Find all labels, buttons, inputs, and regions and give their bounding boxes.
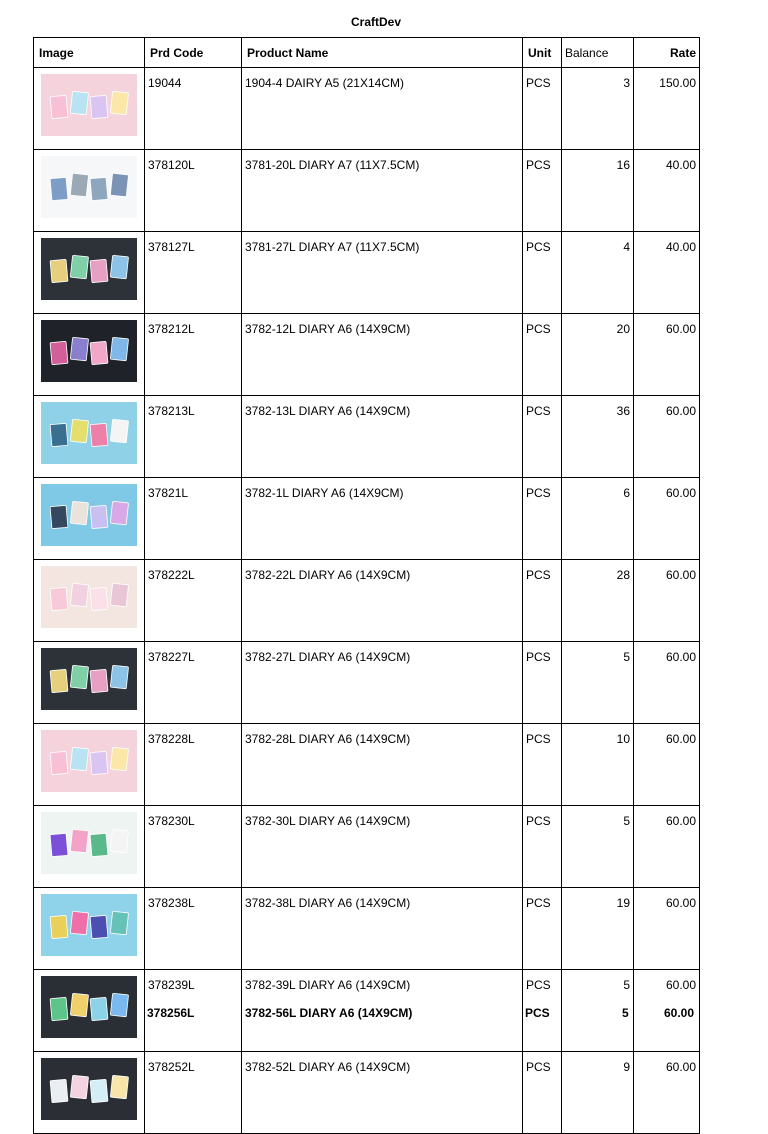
prd-code: 378227L — [145, 642, 242, 724]
diary-book — [70, 665, 88, 689]
table-row — [34, 478, 700, 560]
product-image-cell — [34, 560, 145, 642]
diary-book — [110, 419, 128, 443]
prd-code: 378212L — [145, 314, 242, 396]
unit: PCS — [523, 232, 562, 314]
printed-diary-set-image — [41, 1058, 137, 1120]
diary-book — [70, 255, 88, 279]
product-name: 3782-38L DIARY A6 (14X9CM) — [242, 888, 523, 970]
diary-book — [50, 587, 68, 610]
unit: PCS — [523, 888, 562, 970]
patterned-diary-set-image — [41, 894, 137, 956]
diary-book — [90, 95, 108, 118]
balance: 5 — [562, 970, 634, 1052]
product-image-cell — [34, 478, 145, 560]
diary-book — [110, 173, 128, 197]
table-row — [34, 68, 700, 150]
plaid-diary-set-image — [41, 648, 137, 710]
diary-book — [110, 911, 128, 935]
diary-book — [90, 423, 108, 446]
balance: 3 — [562, 68, 634, 150]
product-image-cell — [34, 806, 145, 888]
balance: 4 — [562, 232, 634, 314]
diary-book — [50, 833, 68, 856]
balance: 36 — [562, 396, 634, 478]
product-name: 3782-22L DIARY A6 (14X9CM) — [242, 560, 523, 642]
header-balance: Balance — [562, 38, 634, 68]
table-row — [34, 1052, 700, 1134]
unit: PCS — [523, 806, 562, 888]
header-prd-code: Prd Code — [145, 38, 242, 68]
prd-code: 378238L — [145, 888, 242, 970]
diary-book — [110, 1075, 128, 1099]
diary-book — [90, 259, 108, 282]
diary-book — [90, 587, 108, 610]
diary-book — [70, 829, 88, 853]
diary-book — [110, 501, 128, 525]
diary-book — [90, 669, 108, 692]
diary-book — [110, 747, 128, 771]
unit: PCS — [523, 396, 562, 478]
rate: 40.00 — [634, 232, 700, 314]
balance: 10 — [562, 724, 634, 806]
product-image-cell — [34, 724, 145, 806]
product-image-cell — [34, 642, 145, 724]
prd-code: 19044 — [145, 68, 242, 150]
product-image-cell — [34, 232, 145, 314]
rate: 60.00 — [634, 1052, 700, 1134]
table-row — [34, 888, 700, 970]
product-name: 3782-1L DIARY A6 (14X9CM) — [242, 478, 523, 560]
unit: PCS — [523, 560, 562, 642]
balance: 6 — [562, 478, 634, 560]
overlap-balance: 5 — [622, 1006, 629, 1020]
diary-book — [50, 95, 68, 118]
balance: 28 — [562, 560, 634, 642]
header-rate: Rate — [634, 38, 700, 68]
product-name: 3782-52L DIARY A6 (14X9CM) — [242, 1052, 523, 1134]
header-unit: Unit — [523, 38, 562, 68]
product-name: 3782-39L DIARY A6 (14X9CM) — [242, 970, 523, 1052]
rate: 60.00 — [634, 560, 700, 642]
rate: 60.00 — [634, 970, 700, 1052]
diary-book — [110, 91, 128, 115]
diary-book — [70, 583, 88, 607]
dark-floral-diary-set-image — [41, 320, 137, 382]
balance: 16 — [562, 150, 634, 232]
prd-code: 378239L — [145, 970, 242, 1052]
rate: 60.00 — [634, 888, 700, 970]
geometric-diary-set-image — [41, 484, 137, 546]
pink-floral-diary-set-image — [41, 566, 137, 628]
pastel-diary-set-image — [41, 730, 137, 792]
table-row — [34, 806, 700, 888]
diary-book — [110, 337, 128, 361]
table-row — [34, 724, 700, 806]
prd-code: 378213L — [145, 396, 242, 478]
header-row — [34, 38, 700, 68]
diary-book — [110, 829, 128, 853]
unit: PCS — [523, 970, 562, 1052]
diary-book — [90, 751, 108, 774]
unit: PCS — [523, 150, 562, 232]
rate: 60.00 — [634, 478, 700, 560]
prd-code: 378222L — [145, 560, 242, 642]
rate: 60.00 — [634, 314, 700, 396]
prd-code: 378120L — [145, 150, 242, 232]
table-row — [34, 396, 700, 478]
diary-book — [90, 177, 108, 200]
table-row — [34, 150, 700, 232]
product-name: 3781-27L DIARY A7 (11X7.5CM) — [242, 232, 523, 314]
table-row — [34, 560, 700, 642]
prd-code: 378252L — [145, 1052, 242, 1134]
product-image-cell — [34, 396, 145, 478]
plaid-diary-set-image — [41, 238, 137, 300]
diary-book — [50, 751, 68, 774]
product-name: 3782-30L DIARY A6 (14X9CM) — [242, 806, 523, 888]
diary-book — [50, 423, 68, 446]
unit: PCS — [523, 1052, 562, 1134]
rate: 60.00 — [634, 396, 700, 478]
unit: PCS — [523, 314, 562, 396]
diary-book — [70, 501, 88, 525]
diary-book — [70, 91, 88, 115]
product-image-cell — [34, 1052, 145, 1134]
product-name: 3782-27L DIARY A6 (14X9CM) — [242, 642, 523, 724]
overlap-rate: 60.00 — [664, 1006, 695, 1020]
balance: 5 — [562, 806, 634, 888]
unit: PCS — [523, 478, 562, 560]
checkered-diary-set-image — [41, 402, 137, 464]
diary-book — [70, 173, 88, 197]
product-image-cell — [34, 150, 145, 232]
overlap-prd-code: 378256L — [147, 1006, 195, 1020]
diary-book — [70, 419, 88, 443]
prd-code: 37821L — [145, 478, 242, 560]
diary-book — [70, 747, 88, 771]
overlap-product-name: 3782-56L DIARY A6 (14X9CM) — [245, 1006, 413, 1020]
diary-book — [70, 911, 88, 935]
balance: 19 — [562, 888, 634, 970]
diary-book — [50, 915, 68, 938]
table-row — [34, 314, 700, 396]
diary-book — [90, 915, 108, 938]
diary-book — [50, 177, 68, 200]
overlapping-row-text — [0, 1006, 768, 1024]
product-image-cell — [34, 68, 145, 150]
balance: 20 — [562, 314, 634, 396]
diary-book — [70, 1075, 88, 1099]
rate: 60.00 — [634, 724, 700, 806]
unit: PCS — [523, 724, 562, 806]
product-name: 1904-4 DAIRY A5 (21X14CM) — [242, 68, 523, 150]
diary-book — [110, 665, 128, 689]
overlap-unit: PCS — [525, 1006, 550, 1020]
product-image-cell — [34, 888, 145, 970]
rate: 40.00 — [634, 150, 700, 232]
rate: 60.00 — [634, 642, 700, 724]
prd-code: 378228L — [145, 724, 242, 806]
prd-code: 378127L — [145, 232, 242, 314]
diary-book — [50, 669, 68, 692]
table-row — [34, 642, 700, 724]
balance: 9 — [562, 1052, 634, 1134]
diary-book — [70, 337, 88, 361]
diary-book — [90, 1079, 108, 1102]
diary-book — [90, 833, 108, 856]
unit: PCS — [523, 642, 562, 724]
table-row — [34, 232, 700, 314]
inventory-table — [33, 37, 700, 1134]
rate: 150.00 — [634, 68, 700, 150]
pastel-diary-set-image — [41, 74, 137, 136]
diary-book — [50, 505, 68, 528]
product-name: 3782-12L DIARY A6 (14X9CM) — [242, 314, 523, 396]
diary-book — [50, 341, 68, 364]
balance: 5 — [562, 642, 634, 724]
prd-code: 378230L — [145, 806, 242, 888]
unit: PCS — [523, 68, 562, 150]
product-name: 3781-20L DIARY A7 (11X7.5CM) — [242, 150, 523, 232]
product-name: 3782-13L DIARY A6 (14X9CM) — [242, 396, 523, 478]
diary-book — [50, 259, 68, 282]
rate: 60.00 — [634, 806, 700, 888]
product-name: 3782-28L DIARY A6 (14X9CM) — [242, 724, 523, 806]
diary-book — [50, 1079, 68, 1102]
diary-book — [110, 583, 128, 607]
diary-book — [110, 255, 128, 279]
product-image-cell — [34, 314, 145, 396]
blue-grey-diary-set-image — [41, 156, 137, 218]
diary-book — [90, 505, 108, 528]
colorful-diary-set-image — [41, 812, 137, 874]
diary-book — [90, 341, 108, 364]
header-product-name: Product Name — [242, 38, 523, 68]
document-title: CraftDev — [350, 15, 401, 29]
header-image: Image — [34, 38, 145, 68]
